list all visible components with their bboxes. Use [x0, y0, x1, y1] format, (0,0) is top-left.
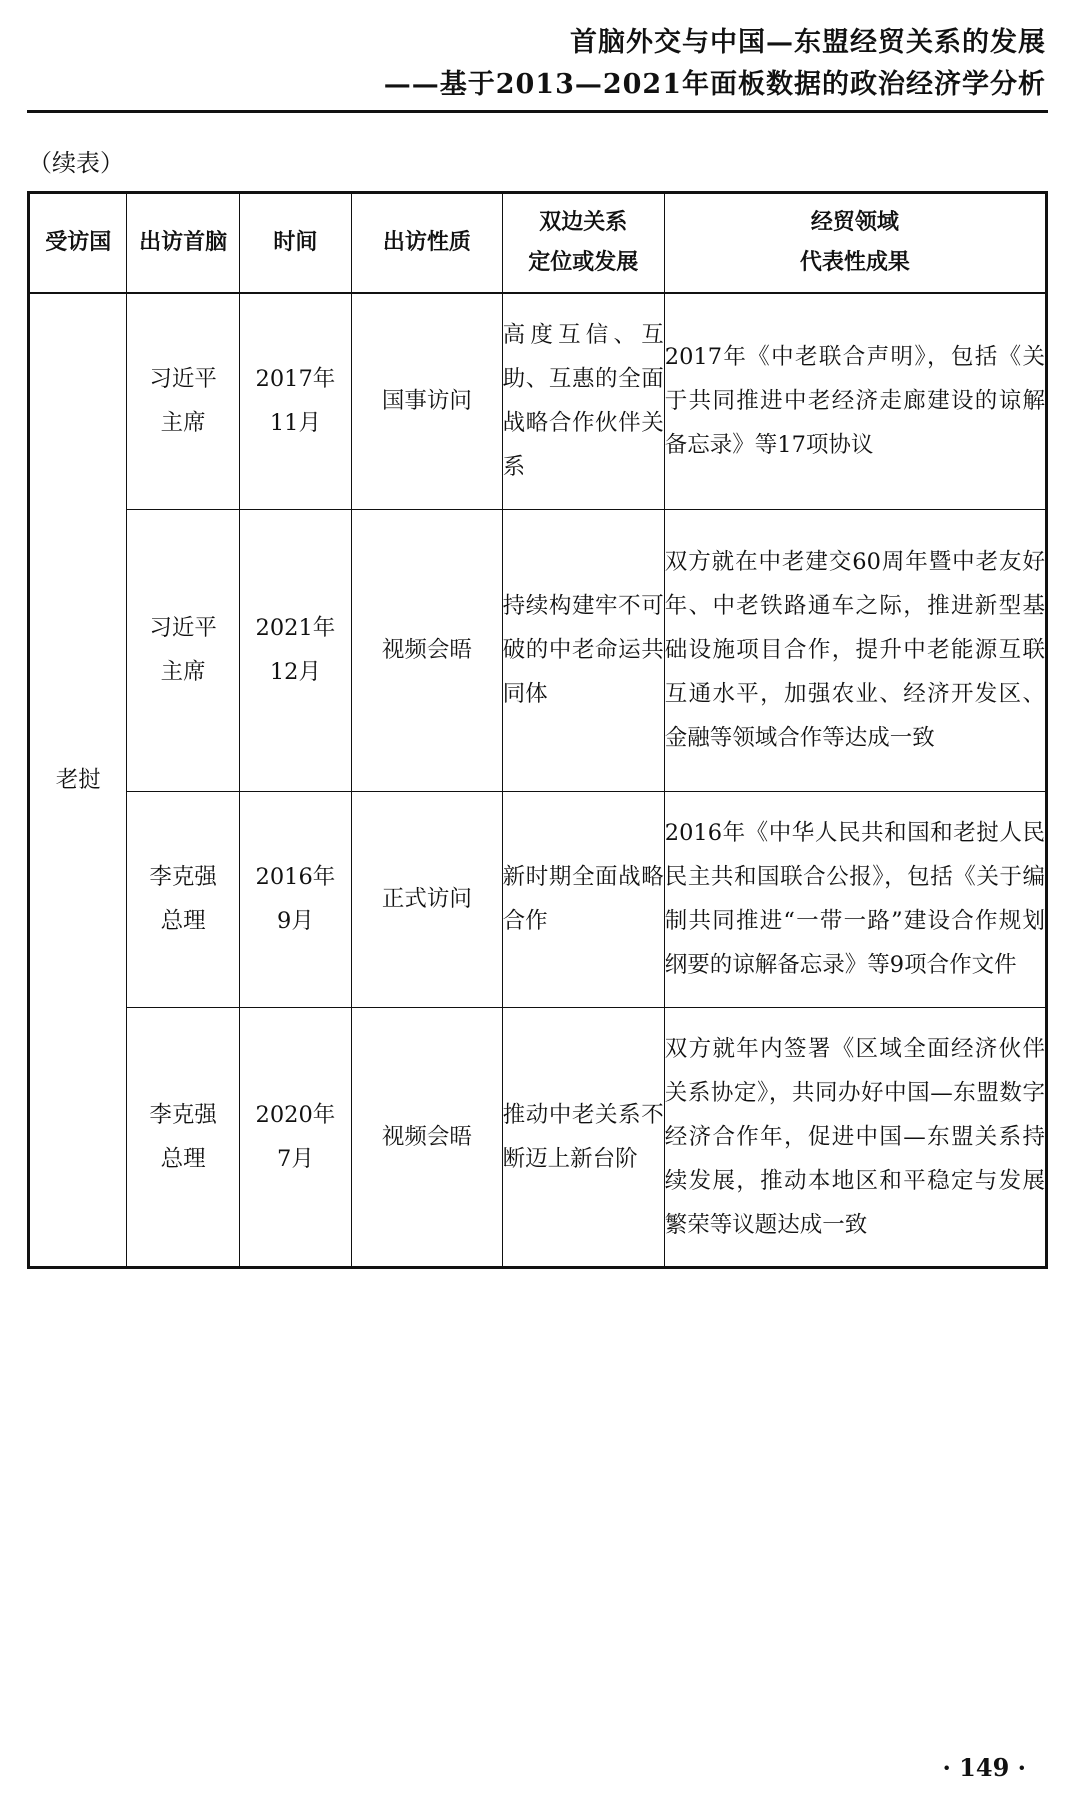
- leader-title: 主席: [160, 410, 206, 437]
- header-visited-country: 受访国: [29, 193, 127, 294]
- relation-cell: [502, 791, 664, 1007]
- date-cell: [239, 509, 351, 791]
- date-cell: [239, 293, 351, 509]
- running-head-subtitle: ——基于2013—2021年面板数据的政治经济学分析: [383, 69, 1046, 100]
- relation-text: 推动中老关系不断迈上新台阶: [502, 1101, 664, 1172]
- date-year: 2021年: [255, 615, 336, 641]
- date-month: 9月: [277, 908, 314, 934]
- leader-name: 李克强: [149, 1101, 217, 1128]
- leader-title: 总理: [160, 908, 206, 934]
- relation-text: 持续构建牢不可破的中老命运共同体: [502, 593, 664, 707]
- result-text: 2016年《中华人民共和国和老挝人民民主共和国联合公报》，包括《关于编制共同推进“一带一路”建设合作规划纲要的谅解备忘录》等9项合作文件: [664, 820, 1045, 978]
- leader-cell: [127, 791, 239, 1007]
- relation-text: 高度互信、互助、互惠的全面战略合作伙伴关系: [502, 322, 664, 481]
- date-year: 2016年: [255, 864, 336, 890]
- visit-nature-cell: 正式访问: [352, 791, 503, 1007]
- leader-name: 李克强: [149, 864, 217, 890]
- country-cell: 老挝: [29, 293, 127, 1267]
- visit-nature-cell: 视频会晤: [352, 1007, 503, 1267]
- header-results-line1: 经贸领域: [810, 210, 899, 235]
- leader-cell: [127, 293, 239, 509]
- result-cell: [664, 293, 1046, 509]
- relation-cell: [502, 1007, 664, 1267]
- result-text: 双方就在中老建交60周年暨中老友好年、中老铁路通车之际，推进新型基础设施项目合作，提升中老能源互联互通水平，加强农业、经济开发区、金融等领域合作等达成一致: [664, 549, 1045, 751]
- header-results-line2: 代表性成果: [799, 250, 910, 275]
- date-month: 12月: [269, 659, 321, 685]
- leader-title: 总理: [160, 1145, 206, 1172]
- header-bilateral-relation: [502, 193, 664, 294]
- date-month: 7月: [277, 1145, 314, 1172]
- relation-text: 新时期全面战略合作: [502, 864, 664, 934]
- running-head: [384, 22, 1046, 106]
- header-rule: [27, 110, 1048, 113]
- table-header-row: [29, 193, 1047, 294]
- table-row: [29, 509, 1047, 791]
- result-text: 2017年《中老联合声明》，包括《关于共同推进中老经济走廊建设的谅解备忘录》等17项协议: [664, 344, 1045, 459]
- date-month: 11月: [269, 410, 321, 437]
- page-number: · 149 ·: [942, 1753, 1026, 1782]
- date-year: 2017年: [255, 366, 336, 393]
- leader-cell: [127, 1007, 239, 1267]
- leader-title: 主席: [160, 659, 206, 685]
- header-visit-nature: 出访性质: [352, 193, 503, 294]
- date-cell: [239, 1007, 351, 1267]
- relation-cell: [502, 509, 664, 791]
- header-visiting-leader: 出访首脑: [127, 193, 239, 294]
- continued-label: （续表）: [28, 149, 124, 177]
- relation-cell: [502, 293, 664, 509]
- header-bilateral-line2: 定位或发展: [528, 250, 639, 275]
- running-head-title: 首脑外交与中国—东盟经贸关系的发展: [570, 27, 1046, 58]
- result-text: 双方就年内签署《区域全面经济伙伴关系协定》，共同办好中国—东盟数字经济合作年，促进中国—东盟关系持续发展，推动本地区和平稳定与发展繁荣等议题达成一致: [664, 1035, 1045, 1238]
- table-row: [29, 1007, 1047, 1267]
- header-bilateral-line1: 双边关系: [539, 210, 628, 235]
- table-row: [29, 293, 1047, 509]
- result-cell: [664, 1007, 1046, 1267]
- visits-table: [27, 191, 1048, 1269]
- date-year: 2020年: [255, 1101, 336, 1128]
- header-results: [664, 193, 1046, 294]
- header-time: 时间: [239, 193, 351, 294]
- leader-cell: [127, 509, 239, 791]
- date-cell: [239, 791, 351, 1007]
- result-cell: [664, 791, 1046, 1007]
- visit-nature-cell: 视频会晤: [352, 509, 503, 791]
- table-row: [29, 791, 1047, 1007]
- visit-nature-cell: 国事访问: [352, 293, 503, 509]
- leader-name: 习近平: [149, 366, 217, 393]
- result-cell: [664, 509, 1046, 791]
- leader-name: 习近平: [149, 615, 217, 641]
